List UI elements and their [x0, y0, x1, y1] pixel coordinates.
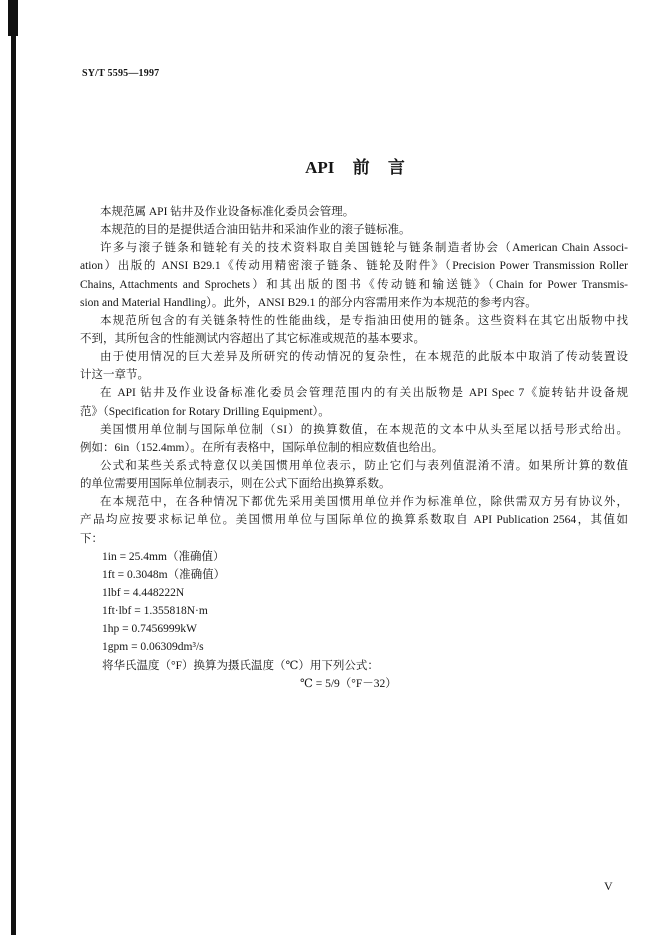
- conversion-line: 1hp = 0.7456999kW: [102, 623, 197, 636]
- conversion-line: 1ft·lbf = 1.355818N·m: [102, 605, 208, 618]
- paragraph-9: [80, 493, 628, 547]
- text-line: 在本规范中，在各种情况下都优先采用美国惯用单位并作为标准单位，除供需双方另有协议外，: [100, 496, 628, 509]
- paragraph-4: [80, 312, 628, 348]
- text-line: 公式和某些关系式特意仅以美国惯用单位表示，防止它们与表列值混淆不清。如果所计算的数值: [100, 459, 628, 472]
- temperature-conversion: [80, 657, 628, 693]
- paragraph-5: [80, 348, 628, 384]
- temperature-formula: ℃ = 5/9（°F－32）: [300, 677, 397, 690]
- paragraph-6: [80, 384, 628, 420]
- doc-code-header: SY/T 5595—1997: [82, 68, 160, 79]
- paragraph-7: [80, 421, 628, 457]
- text-line: 本规范所包含的有关链条特性的性能曲线，是专指油田使用的链条。这些资料在其它出版物中找: [100, 314, 628, 327]
- text-line: 由于使用情况的巨大差异及所研究的传动情况的复杂性，在本规范的此版本中取消了传动装置设: [100, 351, 628, 364]
- text-line: 本规范的目的是提供适合油田钻井和采油作业的滚子链标准。: [100, 224, 411, 237]
- body-text: [80, 203, 628, 693]
- text-line: ation）出版的 ANSI B29.1《传动用精密滚子链条、链轮及附件》（Precision Power Transmission Roller: [80, 260, 628, 273]
- text-line: 美国惯用单位制与国际单位制（SI）的换算数值，在本规范的文本中从头至尾以括号形式给出。: [100, 423, 628, 436]
- text-line: 产品均应按要求标记单位。美国惯用单位与国际单位的换算系数取自 API Publication 2564，其值如: [80, 514, 628, 527]
- text-line: sion and Material Handling）。此外，ANSI B29.1 的部分内容需用来作为本规范的参考内容。: [80, 296, 537, 309]
- text-line: 不到，其所包含的性能测试内容超出了其它标准或规范的基本要求。: [80, 332, 425, 345]
- text-line: 在 API 钻井及作业设备标准化委员会管理范围内的有关出版物是 API Spec 7《旋转钻井设备规: [100, 387, 628, 400]
- conversion-line: 1in = 25.4mm（准确值）: [102, 550, 225, 563]
- text-line: 范》（Specification for Rotary Drilling Equipment）。: [80, 405, 330, 418]
- conversion-line: 1gpm = 0.06309dm³/s: [102, 641, 204, 654]
- text-line: 的单位需要用国际单位制表示，则在公式下面给出换算系数。: [80, 478, 391, 491]
- temperature-intro: 将华氏温度（°F）换算为摄氏温度（℃）用下列公式：: [102, 659, 379, 672]
- text-line: 例如：6in（152.4mm）。在所有表格中，国际单位制的相应数值也给出。: [80, 441, 444, 454]
- paragraph-2: [80, 221, 628, 239]
- paragraph-1: [80, 203, 628, 221]
- conversion-line: 1ft = 0.3048m（准确值）: [102, 568, 226, 581]
- text-line: 本规范属 API 钻井及作业设备标准化委员会管理。: [100, 206, 355, 218]
- text-line: 下：: [80, 532, 103, 545]
- text-line: 计这一章节。: [80, 369, 149, 382]
- scan-edge-bar: [11, 0, 16, 935]
- page-title: API 前 言: [305, 158, 405, 177]
- paragraph-8: [80, 457, 628, 493]
- unit-conversion-list: [80, 548, 628, 657]
- text-line: 许多与滚子链条和链轮有关的技术资料取自美国链轮与链条制造者协会（American Chain Associ-: [100, 242, 628, 255]
- text-line: Chains, Attachments and Sprochets）和其出版的图书《传动链和输送链》（Chain for Power Transmis-: [80, 278, 628, 291]
- paragraph-3: [80, 239, 628, 312]
- page-number: V: [604, 879, 613, 893]
- conversion-line: 1lbf = 4.448222N: [102, 586, 185, 599]
